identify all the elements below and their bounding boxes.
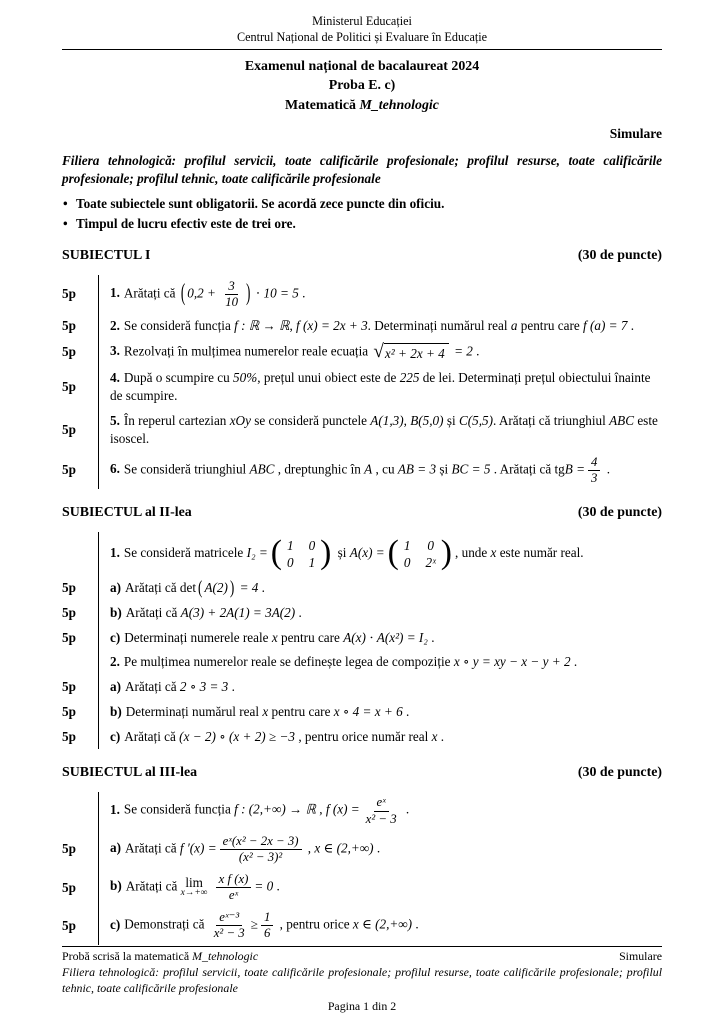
fraction bbox=[222, 279, 241, 310]
big-paren-icon: ( bbox=[198, 576, 203, 598]
math-run: x bbox=[271, 629, 278, 645]
points-marker bbox=[62, 792, 98, 830]
limit-subscript: x→+∞ bbox=[180, 888, 208, 899]
section-body bbox=[62, 275, 662, 489]
question-text bbox=[98, 625, 662, 650]
bullet-item-1: • Toate subiectele sunt obligatorii. Se acordă zece puncte din oficiu. bbox=[62, 195, 662, 213]
text-run: . bbox=[228, 679, 235, 695]
question-row bbox=[62, 792, 662, 830]
radical-icon: √ bbox=[373, 340, 384, 362]
text-run: . bbox=[427, 629, 435, 645]
question-row bbox=[62, 868, 662, 906]
denominator: eˣ bbox=[228, 887, 239, 902]
text-run: Arătați că bbox=[124, 728, 180, 744]
right-paren-icon: ) bbox=[320, 534, 332, 572]
points-marker: 5p bbox=[62, 317, 76, 333]
section-points: (30 de puncte) bbox=[577, 505, 662, 521]
math-run: B(5,0) bbox=[410, 413, 444, 429]
subject-italic: M_tehnologic bbox=[359, 98, 439, 114]
text-run: Determinați numărul real bbox=[125, 704, 263, 720]
text-run: Pe mulțimea numerelor reale se definește legea de compoziție bbox=[123, 654, 454, 670]
question-row bbox=[62, 724, 662, 749]
question-text bbox=[98, 675, 662, 700]
text-run: . bbox=[437, 728, 445, 744]
section-points: (30 de puncte) bbox=[577, 248, 662, 264]
denominator: 10 bbox=[225, 294, 238, 309]
math-run: x ∈ (2,+∞) bbox=[314, 840, 374, 856]
math-run: f ′(x) = bbox=[179, 840, 217, 856]
math-run: ⋅ 10 = 5 bbox=[252, 285, 299, 301]
left-paren-icon: ( bbox=[270, 534, 282, 572]
math-run: A(x) ⋅ A(x²) = I₂ bbox=[343, 629, 428, 645]
text-run: În reperul cartezian bbox=[123, 413, 230, 429]
text-run: . bbox=[627, 317, 635, 333]
points-marker: 5p bbox=[62, 579, 76, 595]
question-row bbox=[62, 675, 662, 700]
text-run: pentru care bbox=[277, 629, 344, 645]
math-run: ABC bbox=[609, 413, 635, 429]
points-marker: 5p bbox=[62, 604, 76, 620]
text-run: , bbox=[315, 802, 326, 818]
numerator: x f (x) bbox=[216, 872, 252, 888]
question-row bbox=[62, 700, 662, 725]
math-run: a bbox=[510, 317, 518, 333]
exam-subject bbox=[62, 96, 662, 116]
text-run: . bbox=[273, 878, 280, 894]
text-run: Arătați că bbox=[125, 878, 181, 894]
text-run: . bbox=[603, 461, 611, 477]
math-run: AB = 3 bbox=[397, 461, 437, 477]
footer-right: Simulare bbox=[619, 949, 662, 964]
matrix-cell: 0 bbox=[427, 537, 434, 553]
math-run: = 0 bbox=[254, 878, 274, 894]
question-text bbox=[98, 868, 662, 906]
math-run: x ∘ 4 = x + 6 bbox=[333, 704, 403, 720]
points-marker: 5p bbox=[62, 422, 76, 437]
square-root bbox=[373, 342, 448, 363]
math-run: x bbox=[431, 728, 438, 744]
math-run: f (a) = 7 bbox=[583, 317, 628, 333]
question-number: c) bbox=[110, 629, 121, 645]
footer-left-italic: M_tehnologic bbox=[192, 949, 259, 964]
question-number: 6. bbox=[110, 461, 120, 477]
math-run: = 4 bbox=[236, 579, 259, 595]
math-run: BC = 5 bbox=[451, 461, 491, 477]
section-title: SUBIECTUL al III-lea bbox=[62, 765, 198, 781]
fraction bbox=[588, 455, 600, 486]
text-run: Demonstrați că bbox=[124, 916, 208, 932]
question-row bbox=[62, 366, 662, 409]
edition-label: Simulare bbox=[609, 125, 662, 141]
matrix bbox=[388, 536, 452, 572]
question-number: 1. bbox=[110, 285, 120, 301]
question-text bbox=[98, 650, 662, 675]
denominator: x² − 3 bbox=[365, 811, 397, 826]
math-run: I₂ = bbox=[246, 544, 268, 560]
math-run: A bbox=[364, 461, 373, 477]
text-run: Rezolvați în mulțimea numerelor reale ecuația bbox=[123, 343, 372, 359]
text-run: . bbox=[258, 579, 265, 595]
subject-section bbox=[62, 764, 662, 945]
points-marker: 5p bbox=[62, 679, 76, 695]
math-run: x bbox=[262, 704, 269, 720]
title-block bbox=[62, 57, 662, 116]
text-run: . bbox=[472, 343, 480, 359]
points-marker bbox=[62, 532, 98, 575]
question-text bbox=[98, 338, 662, 366]
section-body bbox=[62, 532, 662, 749]
footer-left-plain: Probă scrisă la matematică bbox=[62, 949, 193, 964]
question-text bbox=[98, 575, 662, 600]
filiera-note: Filiera tehnologică: profilul servicii, toate calificările profesionale; profilul resurse, toate calificările profesionale; profilul tehnic, toate calificările profesionale bbox=[62, 153, 662, 186]
numerator: 4 bbox=[588, 455, 600, 471]
text-run: de lei. Determinați prețul obiectului înainte de scumpire. bbox=[110, 370, 651, 404]
points-marker: 5p bbox=[62, 286, 76, 302]
section-heading bbox=[62, 247, 662, 266]
section-title: SUBIECTUL I bbox=[62, 248, 151, 264]
question-row bbox=[62, 575, 662, 600]
exam-proba: Proba E. c) bbox=[328, 78, 396, 94]
points-marker: 5p bbox=[62, 879, 76, 895]
question-number: a) bbox=[110, 840, 121, 856]
question-number: 2. bbox=[110, 317, 120, 333]
math-run: ABC bbox=[249, 461, 275, 477]
points-marker: 5p bbox=[62, 841, 76, 857]
text-run: și bbox=[334, 544, 350, 560]
question-number: c) bbox=[110, 728, 121, 744]
bullet-item-2: • Timpul de lucru efectiv este de trei ore. bbox=[62, 215, 662, 233]
exam-title: Examenul național de bacalaureat 2024 bbox=[244, 58, 480, 74]
question-row bbox=[62, 907, 662, 945]
limit-label: lim bbox=[185, 874, 203, 890]
text-run: . bbox=[412, 916, 419, 932]
question-number: 3. bbox=[110, 343, 120, 359]
question-number: a) bbox=[110, 579, 121, 595]
question-number: 5. bbox=[110, 413, 120, 429]
section-title: SUBIECTUL al II-lea bbox=[62, 505, 192, 521]
numerator: eˣ(x² − 2x − 3) bbox=[220, 834, 302, 850]
limit bbox=[181, 876, 208, 900]
numerator: eˣ⁻³ bbox=[216, 910, 242, 926]
math-run: ≥ bbox=[250, 916, 258, 932]
text-run: Se consideră matricele bbox=[123, 544, 247, 560]
text-run: este număr real. bbox=[496, 544, 584, 560]
matrix-cell: 1 bbox=[286, 537, 294, 553]
text-run: , cu bbox=[372, 461, 398, 477]
question-text bbox=[98, 830, 662, 868]
matrix-grid bbox=[282, 536, 320, 572]
points-marker: 5p bbox=[62, 344, 76, 360]
math-run: = 2 bbox=[450, 343, 473, 359]
question-row bbox=[62, 532, 662, 575]
question-row bbox=[62, 409, 662, 452]
sections-container bbox=[62, 247, 662, 944]
text-run: Se consideră funcția bbox=[123, 317, 235, 333]
text-run: Arătați că bbox=[123, 285, 179, 301]
text-run: , unde bbox=[455, 544, 491, 560]
matrix bbox=[271, 536, 332, 572]
big-paren-icon: ) bbox=[246, 278, 251, 307]
question-number: 1. bbox=[110, 802, 120, 818]
text-run: , prețul unui obiect este de bbox=[257, 370, 400, 386]
points-marker: 5p bbox=[62, 462, 76, 478]
math-run: 225 bbox=[399, 370, 420, 386]
center-line: Centrul Național de Politici și Evaluare în Educație bbox=[236, 29, 488, 44]
section-points: (30 de puncte) bbox=[577, 765, 662, 781]
question-number: a) bbox=[110, 679, 121, 695]
text-run: . bbox=[402, 704, 410, 720]
matrix-cell: 2ˣ bbox=[425, 554, 436, 570]
page-footer bbox=[62, 946, 662, 1015]
question-text bbox=[98, 313, 662, 338]
document-header bbox=[62, 14, 662, 50]
question-number: b) bbox=[110, 604, 122, 620]
text-run: Arătați că bbox=[125, 840, 180, 856]
math-run: A(2) bbox=[204, 579, 228, 595]
text-run: , bbox=[403, 413, 411, 429]
subject-section bbox=[62, 504, 662, 749]
subject-plain: Matematică bbox=[285, 98, 360, 114]
text-run: Se consideră funcția bbox=[123, 802, 235, 818]
question-text bbox=[98, 724, 662, 749]
page-number: Pagina 1 din 2 bbox=[327, 999, 397, 1014]
fraction bbox=[261, 910, 273, 941]
question-text bbox=[98, 600, 662, 625]
question-number: 2. bbox=[110, 654, 120, 670]
denominator: x² − 3 bbox=[213, 926, 245, 941]
text-run: Arătați că bbox=[125, 679, 180, 695]
section-heading bbox=[62, 504, 662, 523]
question-row bbox=[62, 625, 662, 650]
notice-bullets bbox=[62, 195, 662, 233]
question-row bbox=[62, 830, 662, 868]
math-run: C(5,5) bbox=[458, 413, 494, 429]
question-row bbox=[62, 451, 662, 489]
text-run: , pentru orice bbox=[276, 916, 353, 932]
numerator: 1 bbox=[261, 910, 273, 926]
section-body bbox=[62, 792, 662, 945]
text-run: se consideră punctele bbox=[250, 413, 371, 429]
text-run: Determinați numerele reale bbox=[124, 629, 272, 645]
math-run: f : (2,+∞) → ℝ bbox=[234, 802, 316, 818]
math-run: f (x) = bbox=[325, 802, 360, 818]
math-run: A(x) = bbox=[349, 544, 385, 560]
math-run: f : ℝ → ℝ bbox=[234, 317, 290, 333]
matrix-cell: 0 bbox=[308, 537, 316, 553]
text-run: . bbox=[373, 840, 381, 856]
points-marker bbox=[62, 650, 98, 675]
footer-left bbox=[62, 949, 258, 965]
matrix-cell: 1 bbox=[403, 537, 411, 553]
points-marker: 5p bbox=[62, 379, 76, 395]
big-paren-icon: ( bbox=[180, 278, 186, 307]
text-run: Se consideră triunghiul bbox=[123, 461, 250, 477]
points-marker: 5p bbox=[62, 629, 76, 645]
matrix-cell: 0 bbox=[286, 554, 294, 570]
question-text bbox=[98, 451, 662, 489]
denominator: 6 bbox=[263, 926, 271, 941]
question-number: 1. bbox=[110, 544, 120, 560]
big-paren-icon: ) bbox=[229, 576, 235, 598]
math-run: x ∘ y = xy − x − y + 2 bbox=[453, 654, 571, 670]
text-run: și bbox=[443, 413, 459, 429]
text-run: . bbox=[295, 604, 302, 620]
radicand: x² + 2x + 4 bbox=[384, 343, 449, 363]
points-marker: 5p bbox=[62, 728, 76, 744]
question-text bbox=[98, 792, 662, 830]
question-number: b) bbox=[110, 878, 122, 894]
question-row bbox=[62, 338, 662, 366]
question-row bbox=[62, 313, 662, 338]
subject-section bbox=[62, 247, 662, 489]
text-run: . Determinați numărul real bbox=[367, 317, 511, 333]
points-marker: 5p bbox=[62, 704, 76, 720]
text-run: , bbox=[289, 317, 297, 333]
question-text bbox=[98, 275, 662, 313]
fraction bbox=[363, 795, 400, 826]
fraction bbox=[220, 834, 302, 865]
text-run: , pentru orice număr real bbox=[295, 728, 432, 744]
question-number: 4. bbox=[110, 370, 120, 386]
text-run: pentru care bbox=[517, 317, 583, 333]
text-run: . bbox=[298, 285, 306, 301]
matrix-cell: 1 bbox=[308, 554, 316, 570]
question-number: c) bbox=[110, 916, 121, 932]
ministry-line: Ministerul Educației bbox=[312, 14, 412, 28]
question-text bbox=[98, 532, 662, 575]
question-row bbox=[62, 600, 662, 625]
left-paren-icon: ( bbox=[387, 534, 399, 572]
math-run: xOy bbox=[229, 413, 251, 429]
denominator: (x² − 3)² bbox=[238, 849, 283, 864]
question-row bbox=[62, 650, 662, 675]
denominator: 3 bbox=[591, 470, 598, 485]
numerator: 3 bbox=[225, 279, 237, 295]
text-run: Arătați că det bbox=[125, 579, 197, 595]
footer-filiera: Filiera tehnologică: profilul servicii, toate calificările profesionale; profilul resurse, toate calificările profesionale; profilul tehnic, toate calificările profesionale bbox=[62, 964, 662, 995]
question-row bbox=[62, 275, 662, 313]
math-run: f (x) = 2x + 3 bbox=[296, 317, 368, 333]
question-text bbox=[98, 366, 662, 409]
text-run: și bbox=[436, 461, 452, 477]
text-run: . bbox=[570, 654, 578, 670]
math-run: A(1,3) bbox=[370, 413, 404, 429]
math-run: A(3) + 2A(1) = 3A(2) bbox=[180, 604, 296, 620]
text-run: , dreptunghic în bbox=[274, 461, 365, 477]
text-run: După o scumpire cu bbox=[123, 370, 234, 386]
text-run: pentru care bbox=[268, 704, 334, 720]
fraction bbox=[216, 872, 252, 903]
text-run: . bbox=[402, 802, 410, 818]
math-run: (x − 2) ∘ (x + 2) ≥ −3 bbox=[179, 728, 296, 744]
math-run: x ∈ (2,+∞) bbox=[352, 916, 413, 932]
right-paren-icon: ) bbox=[440, 534, 453, 572]
question-text bbox=[98, 409, 662, 452]
text-run: Arătați că bbox=[125, 604, 181, 620]
points-marker: 5p bbox=[62, 917, 76, 933]
question-text bbox=[98, 700, 662, 725]
section-heading bbox=[62, 764, 662, 783]
matrix-cell: 0 bbox=[403, 554, 411, 570]
text-run: . Arătați că triunghiul bbox=[493, 413, 610, 429]
text-run: este isoscel. bbox=[110, 413, 658, 446]
math-run: 50% bbox=[233, 370, 258, 386]
text-run: . Arătați că tg bbox=[490, 461, 565, 477]
math-run: 0,2 + bbox=[187, 285, 220, 301]
math-run: B = bbox=[564, 461, 586, 477]
footer-row bbox=[62, 946, 662, 965]
question-text bbox=[98, 907, 662, 945]
question-number: b) bbox=[110, 704, 122, 720]
math-run: 2 ∘ 3 = 3 bbox=[179, 679, 229, 695]
matrix-grid bbox=[399, 536, 441, 572]
fraction bbox=[211, 910, 248, 941]
math-run: x bbox=[490, 544, 497, 560]
text-run: , bbox=[304, 840, 315, 856]
numerator: eˣ bbox=[374, 795, 389, 811]
